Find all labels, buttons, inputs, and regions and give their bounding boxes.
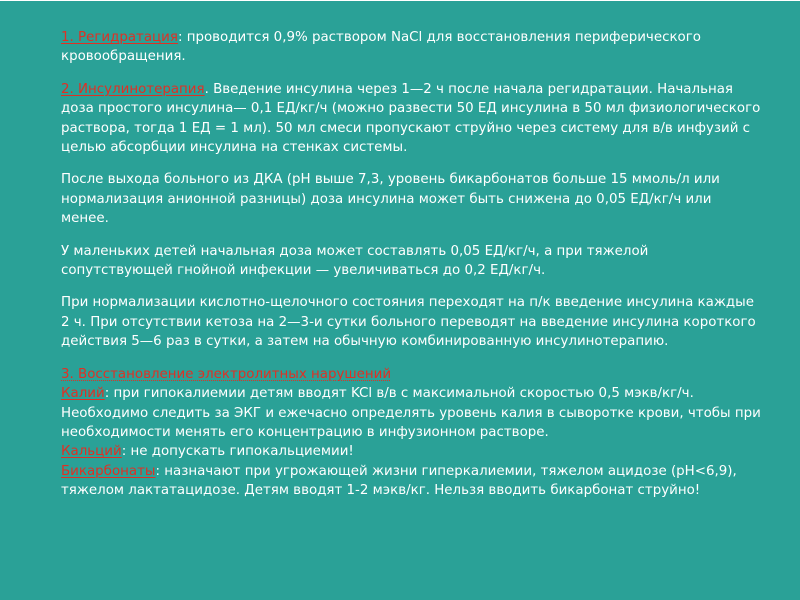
calcium-paragraph <box>61 442 761 461</box>
section-heading-electrolytes-line <box>61 365 761 384</box>
insulin-children-paragraph: У маленьких детей начальная доза может составлять 0,05 ЕД/кг/ч, а при тяжелой сопутствующей гнойной инфекции — увеличиваться до 0,2 ЕД/кг/ч. <box>61 243 649 279</box>
section-insulin <box>61 80 761 158</box>
bicarbonate-text: : назначают при угрожающей жизни гиперкалиемии, тяжелом ацидозе (pH<6,9), тяжелом лактатацидозе. Детям вводят 1-2 мэкв/кг. Нельзя вводить бикарбонат струйно! <box>61 463 737 499</box>
section-text-rehydration: : проводится 0,9% раствором NaCl для восстановления периферического кровообращения. <box>61 30 701 65</box>
section-heading-electrolytes: 3. Восстановление электролитных нарушений <box>61 366 392 382</box>
section-heading-insulin: 2. Инсулинотерапия <box>61 81 205 97</box>
insulin-transition-paragraph: При нормализации кислотно-щелочного состояния переходят на п/к введение инсулина каждые 2 ч. При отсутствии кетоза на 2—3-и сутки больного переводят на введение инсулина короткого действия 5—6 раз в сутки, а затем на обычную комбинированную инсулинотерапию. <box>61 295 756 350</box>
section-rehydration <box>61 28 761 67</box>
bicarbonate-paragraph <box>61 462 761 501</box>
bicarbonate-label: Бикарбонаты <box>61 463 156 479</box>
section-heading-rehydration: 1. Регидратация <box>61 30 178 45</box>
potassium-text: : при гипокалиемии детям вводят KCl в/в с максимальной скоростью 0,5 мэкв/кг/ч. Необходимо следить за ЭКГ и ежечасно определять уровень калия в сыворотке крови, чтобы при необходимости менять его концентрацию в инфузионном растворе. <box>61 386 761 440</box>
calcium-label: Кальций <box>61 444 122 460</box>
calcium-text: : не допускать гипокальциемии! <box>121 444 354 460</box>
potassium-paragraph <box>61 384 761 442</box>
slide-content <box>61 28 761 501</box>
section-electrolytes <box>61 365 761 501</box>
section-text-insulin: . Введение инсулина через 1—2 ч после начала регидратации. Начальная доза простого инсулина— 0,1 ЕД/кг/ч (можно развести 50 ЕД инсулина в 50 мл физиологического раствора, тогда 1 ЕД = 1 мл). 50 мл смеси пропускают струйно через систему для в/в инфузий с целью абсорбции инсулина на стенках системы. <box>61 81 761 156</box>
insulin-reduction-paragraph: После выхода больного из ДКА (pH выше 7,3, уровень бикарбонатов больше 15 ммоль/л или нормализация анионной разницы) доза инсулина может быть снижена до 0,05 ЕД/кг/ч или менее. <box>61 172 720 227</box>
potassium-label: Калий <box>61 386 105 402</box>
